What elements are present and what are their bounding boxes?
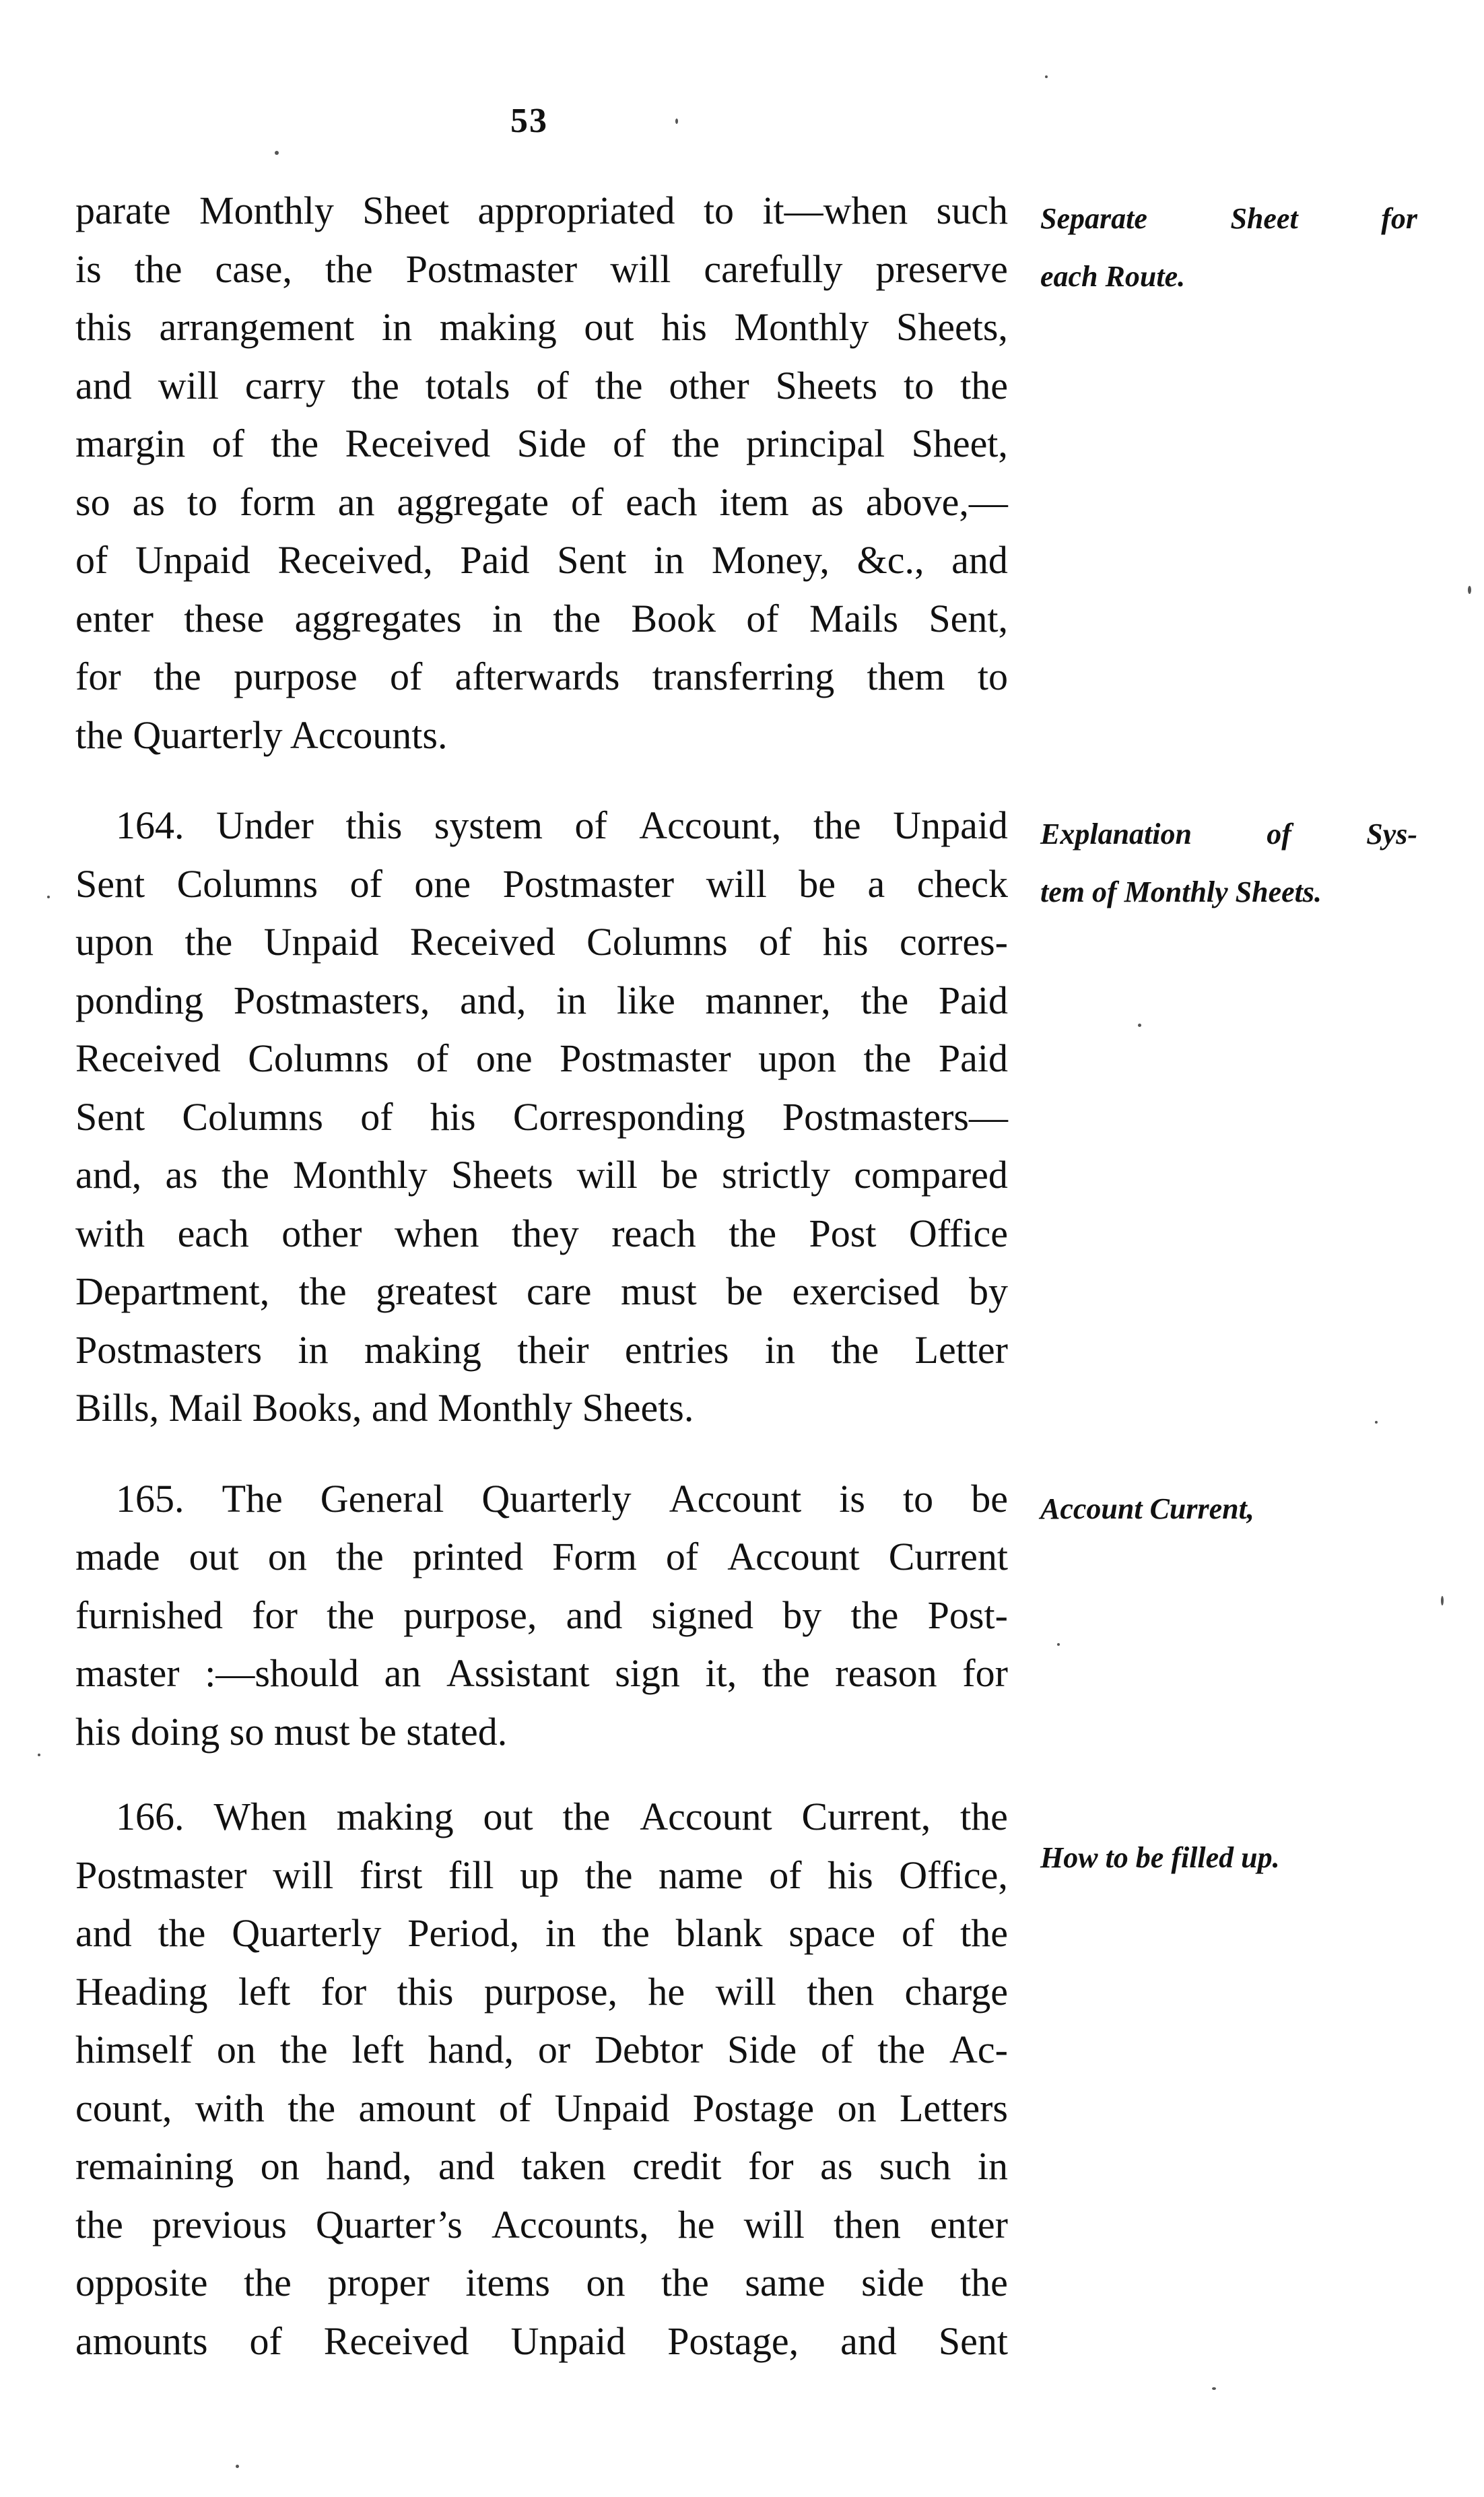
text-line: opposite the proper items on the same side the — [75, 2261, 1008, 2304]
scan-speck — [1057, 1643, 1060, 1646]
text-line: count, with the amount of Unpaid Postage on Letters — [75, 2086, 1008, 2130]
paragraph-166 — [75, 1788, 1008, 2370]
scan-speck — [236, 2465, 239, 2468]
scan-speck — [1045, 75, 1048, 78]
text-line: this arrangement in making out his Monthly Sheets, — [75, 305, 1008, 349]
main-text-column — [75, 182, 1008, 2370]
text-line: his doing so must be stated. — [75, 1709, 508, 1754]
margin-note-how-filled — [1040, 1829, 1417, 1887]
text-line: Sent Columns of one Postmaster will be a check — [75, 861, 1008, 906]
paragraph-continuation — [75, 182, 1008, 764]
scan-speck — [1212, 2387, 1216, 2390]
text-line: amounts of Received Unpaid Postage, and Sent — [75, 2319, 1008, 2363]
margin-note-separate-sheet — [1040, 190, 1417, 306]
text-line: with each other when they reach the Post Office — [75, 1211, 1008, 1255]
text-line: and, as the Monthly Sheets will be strictly compared — [75, 1153, 1008, 1197]
text-line: 166. When making out the Account Current, the — [116, 1795, 1008, 1838]
text-line: remaining on hand, and taken credit for as such in — [75, 2144, 1008, 2188]
text-line: of Unpaid Received, Paid Sent in Money, &c., and — [75, 538, 1008, 582]
text-line: for the purpose of afterwards transferring them to — [75, 655, 1008, 698]
text-line: parate Monthly Sheet appropriated to it—when such — [75, 189, 1008, 232]
text-line: 164. Under this system of Account, the Unpaid — [116, 803, 1008, 847]
scan-speck — [38, 1754, 40, 1756]
text-line: upon the Unpaid Received Columns of his corres- — [75, 920, 1008, 964]
text-line: Received Columns of one Postmaster upon the Paid — [75, 1036, 1008, 1080]
scan-speck — [675, 119, 678, 124]
text-line: master :—should an Assistant sign it, the reason for — [75, 1651, 1008, 1695]
margin-note-line: How to be filled up. — [1040, 1841, 1280, 1874]
scan-speck — [1468, 586, 1471, 594]
text-line: 165. The General Quarterly Account is to be — [116, 1476, 1008, 1521]
text-line: Bills, Mail Books, and Monthly Sheets. — [75, 1386, 694, 1430]
text-line: made out on the printed Form of Account Current — [75, 1535, 1008, 1578]
text-line: so as to form an aggregate of each item as above,— — [75, 479, 1008, 524]
text-line: himself on the left hand, or Debtor Side of the Ac- — [75, 2028, 1008, 2071]
scan-speck — [47, 896, 50, 898]
scan-speck — [1441, 1596, 1444, 1605]
text-line: the previous Quarter’s Accounts, he will then enter — [75, 2202, 1008, 2246]
margin-note-line: Explanation of Sys- — [1040, 818, 1417, 851]
scan-speck — [1375, 1421, 1378, 1424]
text-line: ponding Postmasters, and, in like manner, the Paid — [75, 978, 1008, 1022]
text-line: and will carry the totals of the other Sheets to the — [75, 363, 1008, 407]
text-line: Sent Columns of his Corresponding Postmasters— — [75, 1094, 1008, 1139]
margin-note-line: Account Current, — [1040, 1492, 1254, 1525]
text-line: and the Quarterly Period, in the blank space of the — [75, 1911, 1008, 1955]
text-line: furnished for the purpose, and signed by the Post- — [75, 1593, 1008, 1637]
paragraph-165 — [75, 1470, 1008, 1762]
text-line: enter these aggregates in the Book of Mails Sent, — [75, 596, 1008, 640]
text-line: is the case, the Postmaster will carefully preserve — [75, 246, 1008, 291]
margin-note-account-current — [1040, 1480, 1417, 1538]
text-line: Heading left for this purpose, he will then charge — [75, 1969, 1008, 2013]
text-line: Department, the greatest care must be exercised by — [75, 1269, 1008, 1313]
text-line: the Quarterly Accounts. — [75, 712, 448, 757]
margin-note-explanation — [1040, 805, 1417, 921]
text-line: margin of the Received Side of the principal Sheet, — [75, 422, 1008, 465]
scan-speck — [1138, 1024, 1141, 1027]
paragraph-164 — [75, 797, 1008, 1438]
text-line: Postmaster will first fill up the name of his Office, — [75, 1853, 1008, 1897]
margin-note-line: Separate Sheet for — [1040, 202, 1417, 235]
scan-speck — [275, 151, 279, 155]
margin-note-line: tem of Monthly Sheets. — [1040, 875, 1322, 908]
text-line: Postmasters in making their entries in the Letter — [75, 1327, 1008, 1372]
margin-note-line: each Route. — [1040, 260, 1186, 293]
page-number: 53 — [510, 102, 548, 140]
